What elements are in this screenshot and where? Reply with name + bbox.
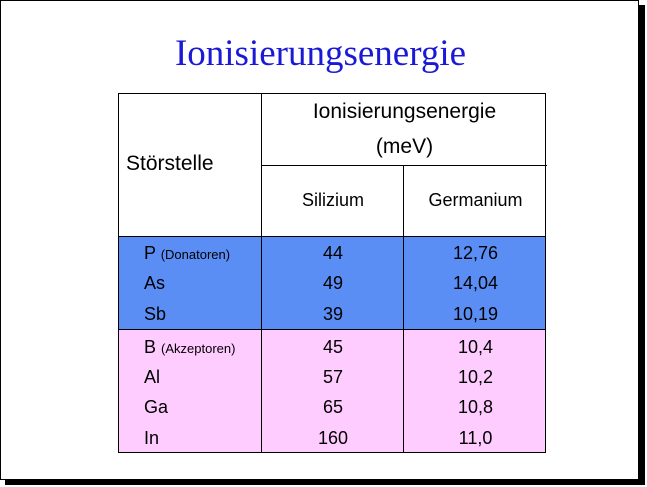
row-element: B (Akzeptoren) [144,337,236,357]
row-element: As [144,273,166,293]
row-silizium: 160 [317,428,349,448]
row-silizium: 49 [322,273,344,293]
row-germanium: 10,8 [457,397,494,417]
header-germanium: Germanium [428,190,523,210]
row-silizium: 45 [322,337,344,357]
header-silizium: Silizium [301,190,364,210]
acceptor-note: (Akzeptoren) [161,341,236,356]
row-element: P (Donatoren) [144,243,231,263]
row-silizium: 65 [322,397,344,417]
slide-title: Ionisierungsenergie [174,33,467,74]
donor-note: (Donatoren) [160,247,231,262]
header-ionization: Ionisierungsenergie [312,100,497,123]
row-silizium: 39 [322,304,344,324]
row-germanium: 10,4 [457,337,494,357]
row-element: Ga [144,397,169,417]
row-germanium: 14,04 [452,273,499,293]
row-silizium: 44 [322,243,344,263]
row-element: Al [144,367,161,387]
group-divider [119,329,545,330]
row-germanium: 10,2 [457,367,494,387]
slide-shadow-bottom [5,480,645,485]
row-element: In [144,428,160,448]
header-stoerstelle: Störstelle [126,152,214,175]
row-germanium: 12,76 [452,243,499,263]
header-unit: (meV) [375,135,434,158]
header-divider [261,165,547,166]
row-germanium: 10,19 [452,304,499,324]
row-silizium: 57 [322,367,344,387]
row-element: Sb [144,304,167,324]
ionization-table [118,93,546,453]
row-germanium: 11,0 [458,428,493,448]
header-bottom-line [119,236,545,237]
